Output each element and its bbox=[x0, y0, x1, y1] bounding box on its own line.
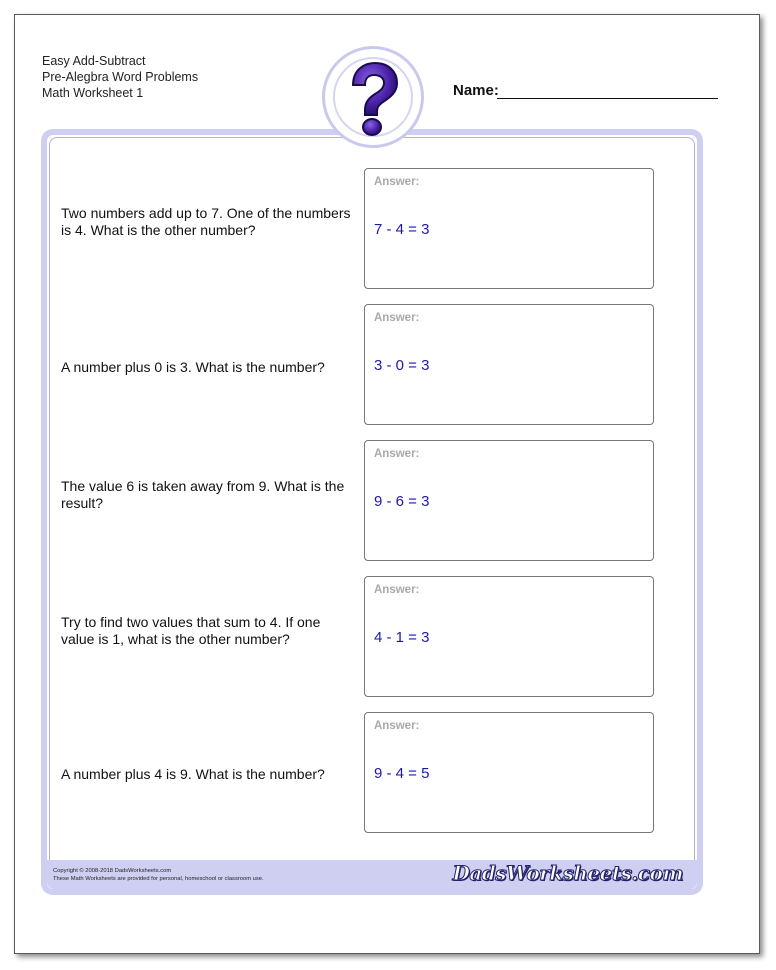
title-line-1: Easy Add-Subtract bbox=[42, 54, 146, 68]
brand-logo: DadsWorksheets.com bbox=[452, 861, 683, 885]
answer-label: Answer: bbox=[374, 720, 420, 732]
answer-value: 7 - 4 = 3 bbox=[374, 221, 430, 238]
footer-text bbox=[53, 867, 264, 883]
problem-text: Two numbers add up to 7. One of the numbers is 4. What is the other number? bbox=[61, 205, 351, 238]
answer-value: 3 - 0 = 3 bbox=[374, 357, 430, 374]
footer bbox=[47, 860, 697, 889]
answer-value: 4 - 1 = 3 bbox=[374, 629, 430, 646]
problem-text: A number plus 0 is 3. What is the number? bbox=[61, 359, 325, 375]
name-label: Name: bbox=[453, 82, 499, 99]
worksheet-title bbox=[42, 53, 198, 101]
title-line-3: Math Worksheet 1 bbox=[42, 86, 144, 100]
answer-box[interactable] bbox=[364, 712, 654, 833]
problem-text: Try to find two values that sum to 4. If one value is 1, what is the other number? bbox=[61, 614, 321, 647]
copyright-text: Copyright © 2008-2018 DadsWorksheets.com bbox=[53, 868, 172, 874]
answer-label: Answer: bbox=[374, 448, 420, 460]
logo-badge bbox=[322, 46, 424, 148]
question-mark-icon bbox=[339, 59, 407, 139]
answer-value: 9 - 6 = 3 bbox=[374, 493, 430, 510]
answer-box[interactable] bbox=[364, 304, 654, 425]
answer-label: Answer: bbox=[374, 176, 420, 188]
problem-text: A number plus 4 is 9. What is the number? bbox=[61, 766, 325, 782]
name-field[interactable] bbox=[497, 98, 718, 99]
answer-box[interactable] bbox=[364, 576, 654, 697]
answer-label: Answer: bbox=[374, 312, 420, 324]
answer-label: Answer: bbox=[374, 584, 420, 596]
usage-note: These Math Worksheets are provided for personal, homeschool or classroom use. bbox=[53, 876, 264, 882]
answer-value: 9 - 4 = 5 bbox=[374, 765, 430, 782]
problem-text: The value 6 is taken away from 9. What is the result? bbox=[61, 478, 345, 511]
answer-box[interactable] bbox=[364, 168, 654, 289]
title-line-2: Pre-Alegbra Word Problems bbox=[42, 70, 199, 84]
answer-box[interactable] bbox=[364, 440, 654, 561]
